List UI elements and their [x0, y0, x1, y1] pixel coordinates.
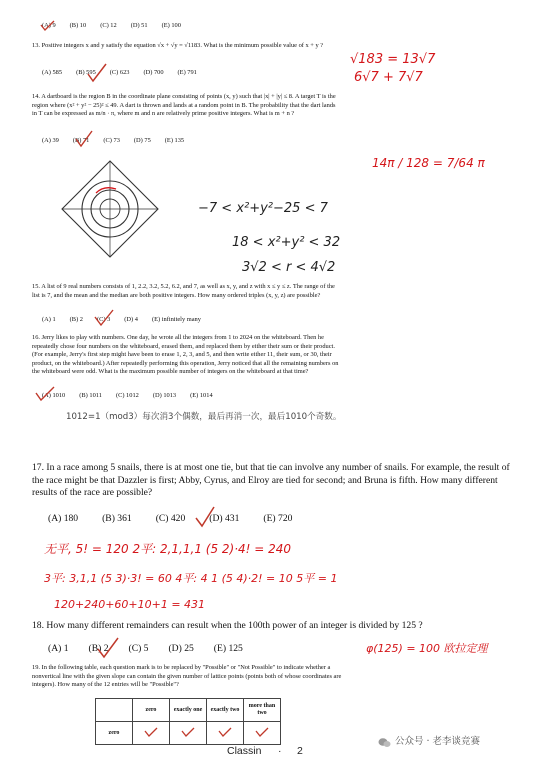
- q14-handwriting-1: 14π / 128 = 7/64 π: [372, 156, 485, 170]
- q13-check-mark: [86, 62, 108, 84]
- q15-choice-e: (E) infinitely many: [151, 316, 201, 323]
- q17-choice-e: (E) 720: [263, 513, 293, 524]
- q14-handwriting-4: 3√2 < r < 4√2: [242, 260, 336, 275]
- q12-choice-e: (E) 100: [161, 22, 181, 29]
- q13-choice-a: (A) 585: [42, 69, 63, 76]
- footer-app-name: Classin: [227, 745, 262, 757]
- q16-check-mark: [34, 386, 56, 402]
- q16-text: 16. Jerry likes to play with numbers. One day, he wrote all the integers from 1 to 2024 on the whiteboard. Then he repeatedly chose four numbers on the whiteboard, erased them, and replaced them by either their sum or their product. (For example, Jerry's first step might have been to erase 1, 2, 3, and 5, and then write either 11, their sum, or 30, their product, on the whiteboard.) After repeatedly performing this operation, Jerry noticed that all the remaining numbers on the whiteboard were odd. What is the maximum possible number of integers on the whiteboard at that time?: [32, 334, 339, 376]
- q17-handwriting-2: 3平: 3,1,1 (5 3)·3! = 60 4平: 4 1 (5 4)·2! = 10 5平 = 1: [44, 572, 338, 585]
- q16-choices: [42, 392, 213, 401]
- q19-header-exactly-two: exactly two: [207, 699, 244, 722]
- q19-header-empty: [96, 699, 133, 722]
- q15-text: 15. A list of 9 real numbers consists of 1, 2.2, 3.2, 5.2, 6.2, and 7, as well as x, y, and z with x ≤ y ≤ z. The range of the list is 7, and the mean and the median are both positive integers. How many ordered triples (x, y, z) are possible?: [32, 283, 335, 299]
- q19-table: [95, 698, 281, 745]
- q13-handwriting-1: √183 = 13√7: [350, 52, 436, 67]
- q19-header-zero: zero: [133, 699, 170, 722]
- q19-text: 19. In the following table, each question mark is to be replaced by "Possible" or "Not Possible" to indicate whether a nonvertical line with the given slope can contain the given number of lattice points (points both of whose coordinates are integers). How many of the 12 entries will be "Possible"?: [32, 664, 342, 689]
- q18-choice-c: (C) 5: [128, 643, 149, 654]
- q19-row-label-zero: zero: [96, 722, 133, 745]
- q19-cell-mark: [170, 722, 207, 745]
- q16-choice-d: (D) 1013: [152, 392, 177, 399]
- q18-choice-e: (E) 125: [213, 643, 243, 654]
- q15-choices: [42, 316, 201, 325]
- q13-choice-c: (C) 623: [109, 69, 130, 76]
- q18-check-mark: [96, 636, 120, 660]
- q14-choice-c: (C) 73: [103, 137, 120, 144]
- watermark: [378, 733, 480, 747]
- q18-choice-d: (D) 25: [168, 643, 194, 654]
- q12-choices: [42, 22, 181, 31]
- q14-choice-b: (B) 71: [72, 137, 90, 144]
- q17-check-mark: [194, 505, 216, 529]
- q13-choices: [42, 69, 197, 78]
- q19-header-exactly-one: exactly one: [170, 699, 207, 722]
- q14-choices: [42, 137, 184, 146]
- q12-choice-d: (D) 51: [130, 22, 148, 29]
- table-row: [96, 722, 281, 745]
- q15-choice-c: (C) 3: [96, 316, 111, 323]
- q18-choices: [48, 643, 243, 656]
- q19-cell-mark: [244, 722, 281, 745]
- q13-choice-e: (E) 791: [177, 69, 197, 76]
- q12-choice-b: (B) 10: [69, 22, 87, 29]
- q17-choice-d: (D) 431: [209, 513, 240, 524]
- q14-check-mark: [74, 130, 94, 148]
- q15-choice-d: (D) 4: [124, 316, 138, 323]
- q14-choice-e: (E) 135: [164, 137, 185, 144]
- q19-header-more-than-two: more than two: [244, 699, 281, 722]
- q13-choice-b: (B) 595: [76, 69, 96, 76]
- q15-check-mark: [93, 309, 115, 327]
- q14-text: 14. A dartboard is the region B in the coordinate plane consisting of points (x, y) such that |x| + |y| ≤ 8. A target T is the region where (x² + y² − 25)² ≤ 49. A dart is thrown and lands at a random point in B. The probability that the dart lands in T can be expressed as m/n · π, where m and n are relatively prime positive integers. What is m + n ?: [32, 93, 336, 118]
- q14-handwriting-3: 18 < x²+y² < 32: [232, 235, 341, 250]
- q16-choice-a: (A) 1010: [42, 392, 66, 399]
- q18-handwriting-1: φ(125) = 100 欧拉定理: [366, 642, 488, 655]
- footer-separator: ·: [278, 745, 282, 757]
- table-row: [96, 699, 281, 722]
- q18-choice-a: (A) 1: [48, 643, 69, 654]
- q12-choice-c: (C) 12: [100, 22, 117, 29]
- q16-choice-c: (C) 1012: [115, 392, 139, 399]
- footer-page-number: 2: [297, 745, 303, 757]
- q16-solution-note: 1012=1（mod3）每次消3个偶数，最后再消一次，最后1010个奇数。: [66, 412, 342, 422]
- q17-handwriting-3: 120+240+60+10+1 = 431: [54, 598, 206, 611]
- q17-handwriting-1: 无平, 5! = 120 2平: 2,1,1,1 (5 2)·4! = 240: [44, 542, 292, 556]
- q15-choice-b: (B) 2: [69, 316, 83, 323]
- q13-text: 13. Positive integers x and y satisfy the equation √x + √y = √1183. What is the minimum possible value of x + y ?: [32, 42, 324, 49]
- q18-text: 18. How many different remainders can result when the 100th power of an integer is divided by 125 ?: [32, 620, 423, 631]
- q17-choices: [48, 513, 292, 526]
- q17-choice-b: (B) 361: [102, 513, 132, 524]
- q14-handwriting-2: −7 < x²+y²−25 < 7: [198, 201, 328, 216]
- q19-cell-mark: [207, 722, 244, 745]
- q17-choice-c: (C) 420: [155, 513, 186, 524]
- q16-choice-b: (B) 1011: [79, 392, 102, 399]
- q16-choice-e: (E) 1014: [190, 392, 213, 399]
- q19-cell-mark: [133, 722, 170, 745]
- q14-choice-a: (A) 39: [42, 137, 59, 144]
- q18-choice-b: (B) 2: [88, 643, 109, 654]
- q13-handwriting-2: 6√7 + 7√7: [354, 70, 423, 85]
- q12-check-mark: [40, 20, 56, 32]
- watermark-text: 公众号 · 老李谈竞赛: [395, 736, 481, 747]
- q17-choice-a: (A) 180: [48, 513, 79, 524]
- q12-choice-a: (A) 9: [42, 22, 56, 29]
- q17-text: 17. In a race among 5 snails, there is at most one tie, but that tie can involve any number of snails. For example, the result of the race might be that Dazzler is first; Abby, Cyrus, and Elroy are tied for second; and Bruna is fifth. How many different results of the race are possible?: [32, 462, 510, 499]
- q14-dartboard-figure: [58, 157, 162, 261]
- q14-choice-d: (D) 75: [133, 137, 151, 144]
- q15-choice-a: (A) 1: [42, 316, 56, 323]
- wechat-icon: [378, 735, 391, 746]
- q13-choice-d: (D) 700: [143, 69, 164, 76]
